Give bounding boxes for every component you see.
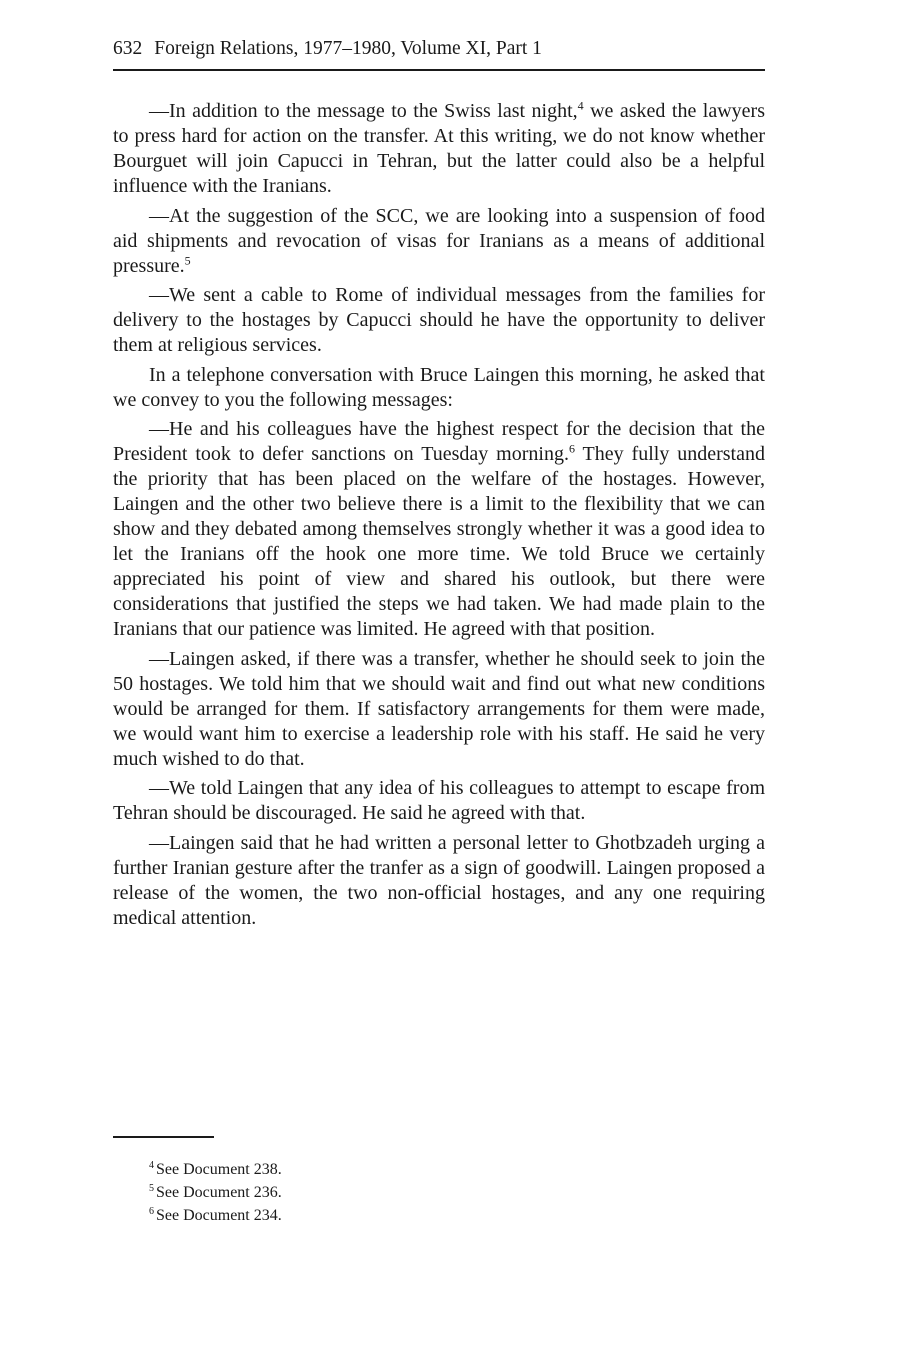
footnote-marker: 5 xyxy=(149,1182,154,1194)
footnote-text: See Document 236. xyxy=(156,1184,282,1201)
footnote-marker: 6 xyxy=(149,1205,154,1217)
footnote-ref: 5 xyxy=(184,252,191,267)
paragraph xyxy=(113,363,765,413)
footnote xyxy=(149,1181,282,1204)
page-number: 632 xyxy=(113,38,143,59)
footnotes xyxy=(149,1158,282,1227)
paragraph xyxy=(113,99,765,199)
text-segment: —Laingen said that he had written a personal letter to Ghotbzadeh urging a further Iranian gesture after the tranfer as a sign of goodwill. Laingen proposed a release of the women, the two non-official hostages, and any one requiring medical attention. xyxy=(113,831,765,929)
running-title: Foreign Relations, 1977–1980, Volume XI, Part 1 xyxy=(154,38,542,59)
running-head xyxy=(113,36,765,62)
text-segment: —At the suggestion of the SCC, we are looking into a suspension of food aid shipments and revocation of visas for Iranians as a means of additional pressure. xyxy=(113,204,765,277)
footnote-ref: 4 xyxy=(577,98,584,113)
text-segment: —He and his colleagues have the highest respect for the decision that the President took to defer sanctions on Tuesday morning. xyxy=(113,418,765,465)
paragraph xyxy=(113,776,765,826)
text-segment: —In addition to the message to the Swiss last night, xyxy=(149,100,578,122)
footnote xyxy=(149,1158,282,1181)
text-segment: —We sent a cable to Rome of individual messages from the families for delivery to the hostages by Capucci should he have the opportunity to deliver them at religious services. xyxy=(113,284,765,356)
footnote-text: See Document 238. xyxy=(156,1161,282,1178)
body-text xyxy=(113,99,765,935)
text-segment: —We told Laingen that any idea of his colleagues to attempt to escape from Tehran should be discouraged. He said he agreed with that. xyxy=(113,777,765,824)
footnote-marker: 4 xyxy=(149,1159,154,1171)
footnote-text: See Document 234. xyxy=(156,1207,282,1224)
paragraph xyxy=(113,831,765,931)
footnote-rule xyxy=(113,1136,214,1138)
text-segment: In a telephone conversation with Bruce Laingen this morning, he asked that we convey to you the following messages: xyxy=(113,363,765,411)
footnote xyxy=(149,1204,282,1227)
paragraph xyxy=(113,647,765,772)
text-segment: —Laingen asked, if there was a transfer, whether he should seek to join the 50 hostages. We told him that we should wait and find out what new conditions would be arranged for them. If satisfactory arrangements for them were made, we would want him to exercise a leadership role with his staff. He said he very much wished to do that. xyxy=(113,647,765,770)
paragraph xyxy=(113,283,765,358)
footnote-ref: 6 xyxy=(568,441,575,456)
header-rule xyxy=(113,69,765,71)
text-segment: They fully understand the priority that has been placed on the welfare of the hostages. However, Laingen and the other two believe there is a limit to the flexibility that we can show and they debated among themselves strongly whether it was a good idea to let the Iranians off the hook one more time. We told Bruce we certainly appreciated his point of view and shared his outlook, but there were considerations that justified the steps we had taken. We had made plain to the Iranians that our patience was limited. He agreed with that position. xyxy=(113,443,765,640)
text-segment: we asked the lawyers to press hard for action on the transfer. At this writing, we do not know whether Bourguet will join Capucci in Tehran, but the latter could also be a helpful influence with the Iranians. xyxy=(113,100,765,197)
paragraph xyxy=(113,204,765,279)
paragraph xyxy=(113,417,765,642)
